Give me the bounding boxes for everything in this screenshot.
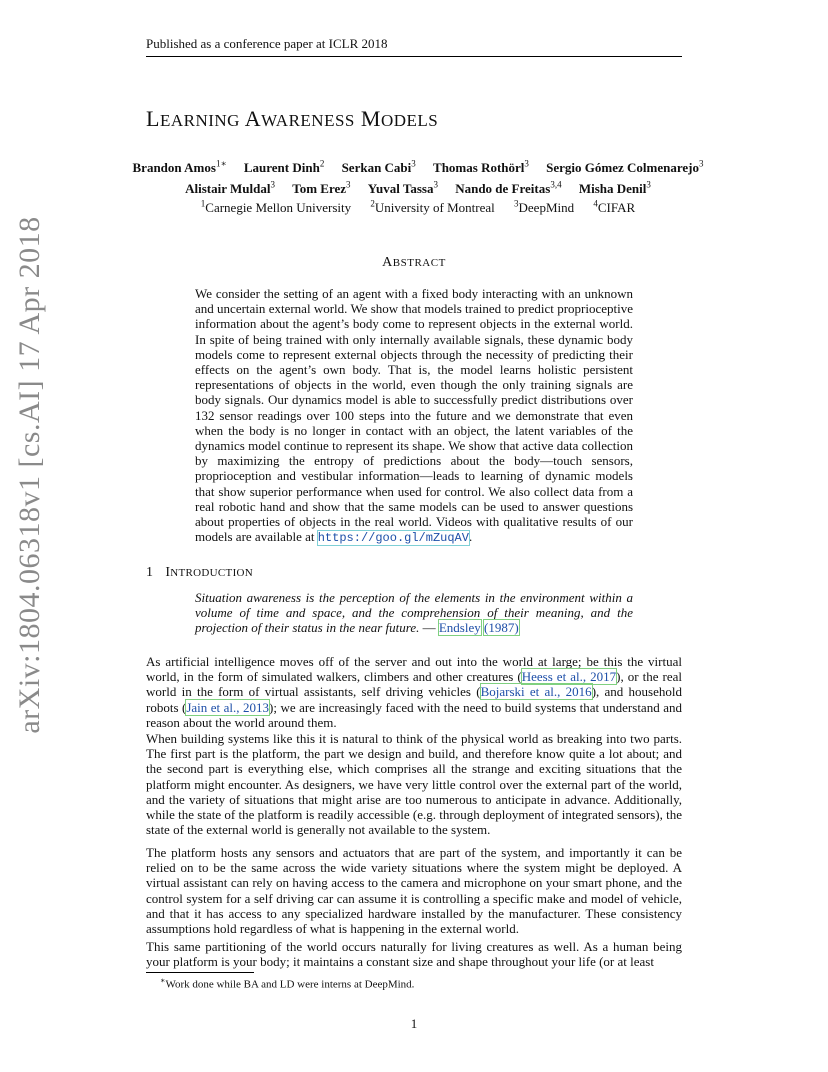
title-word: EARNING	[159, 111, 240, 130]
author: Serkan Cabi$^3$	[341, 159, 416, 176]
affiliation: $^4$CIFAR	[593, 199, 636, 216]
abstract-heading: ABSTRACT	[382, 255, 446, 270]
arxiv-sidebar	[6, 216, 54, 734]
abstract-body: We consider the setting of an agent with a fixed body interacting with an unknown and uncertain external world. We show that models trained to predict proprioceptive information about the agent’s body come to represent objects in the external world. In spite of being trained with only internally available signals, these dynamic body models come to represent external objects through the necessity of predicting their effects on the agent’s own body. That is, the model learns holistic persistent representations of objects in the world, even though the only training signals are body signals. Our dynamics model is able to successfully predict distributions over 132 sensor readings over 100 steps into the future and we demonstrate that even when the body is no longer in contact with an object, the latent variables of the dynamics model continue to represent its shape. We show that active data collection by maximizing the entropy of predictions about the body—touch sensors, proprioception and vestibular information—leads to learning of dynamic models that show superior performance when used for control. We also collect data from a real robotic hand and show that the same models can be used to answer questions about properties of objects in the real world. Videos with qualitative results of our models are available at https://goo.gl/mZuqAV.	[195, 286, 633, 546]
affiliation: $^2$University of Montreal	[370, 199, 495, 216]
author: Thomas Rothörl$^3$	[433, 159, 529, 176]
video-link[interactable]: https://goo.gl/mZuqAV	[317, 531, 469, 546]
author: Sergio Gómez Colmenarejo$^3$	[546, 159, 704, 176]
intro-paragraph: As artificial intelligence moves off of the server and out into the world at large; be this the virtual world, in the form of simulated walkers, climbers and other creatures (Heess et al., 2017), or the real world in the form of virtual assistants, self driving vehicles (Bojarski et al., 2016), and household robots (Jain et al., 2013); we are increasingly faced with the need to build systems that understand and reason about the world around them.	[146, 654, 682, 730]
author-list	[100, 156, 736, 197]
affiliation: $^3$DeepMind	[514, 199, 575, 216]
footnote: ∗Work done while BA and LD were interns at DeepMind.	[160, 976, 415, 991]
page-number: 1	[410, 1016, 418, 1031]
title-initial: L	[146, 106, 160, 131]
paper-title	[146, 106, 438, 132]
affiliation: $^1$Carnegie Mellon University	[200, 199, 352, 216]
author: Nando de Freitas$^{3,4}$	[455, 179, 562, 196]
intro-paragraph: The platform hosts any sensors and actuators that are part of the system, and importantly it can be relied on to be the same across the wide variety situations where the system might be deployed. A virtual assistant can rely on having access to the camera and microphone on your smart phone, and the control system for a self driving car can assume it is controlling a specific make and model of vehicle, and that it has access to any specialized hardware installed by the manufacturer. These consistency assumptions hold regardless of what is happening in the external world.	[146, 845, 682, 937]
epigraph-quote: Situation awareness is the perception of the elements in the environment within a volume of time and space, and the comprehension of their meaning, and the projection of their status in the near future. — Endsley (1987)	[195, 590, 633, 636]
author: Laurent Dinh$^2$	[243, 159, 325, 176]
affiliation-list	[100, 199, 736, 216]
arxiv-identifier: arXiv:1804.06318v1 [cs.AI] 17 Apr 2018	[13, 216, 46, 734]
title-word: ODELS	[380, 111, 439, 130]
author: Brandon Amos$^{1∗}$	[132, 159, 227, 176]
citation-link[interactable]: Bojarski et al., 2016	[480, 684, 592, 700]
author: Misha Denil$^3$	[578, 179, 651, 196]
title-initial: A	[244, 106, 262, 131]
author: Yuval Tassa$^3$	[367, 179, 438, 196]
title-word: WARENESS	[261, 111, 355, 130]
citation-link[interactable]: Endsley	[438, 620, 481, 636]
author: Tom Erez$^3$	[292, 179, 351, 196]
intro-paragraph: When building systems like this it is natural to think of the physical world as breaking into two parts. The first part is the platform, the part we design and build, and therefore know quite a lot about; and the second part is everything else, which comprises all the strange and exciting situations that the platform might encounter. As designers, we have very little control over the external part of the world, and the variety of situations that might arise are too numerous to anticipate in advance. Additionally, while the state of the platform is readily accessible (e.g. through deployment of integrated sensors), the state of the external world is generally not available to the system.	[146, 731, 682, 838]
author: Alistair Muldal$^3$	[185, 179, 275, 196]
intro-paragraph: This same partitioning of the world occurs naturally for living creatures as well. As a human being your platform is your body; it maintains a constant size and shape throughout your life (or at least	[146, 939, 682, 970]
citation-link[interactable]: (1987)	[484, 620, 519, 636]
citation-link[interactable]: Heess et al., 2017	[521, 669, 617, 685]
citation-link[interactable]: Jain et al., 2013	[186, 699, 270, 715]
title-initial: M	[360, 106, 381, 131]
section-heading: 1 INTRODUCTION	[146, 565, 254, 580]
running-header: Published as a conference paper at ICLR 2018	[146, 36, 682, 57]
footnote-divider	[146, 972, 254, 973]
